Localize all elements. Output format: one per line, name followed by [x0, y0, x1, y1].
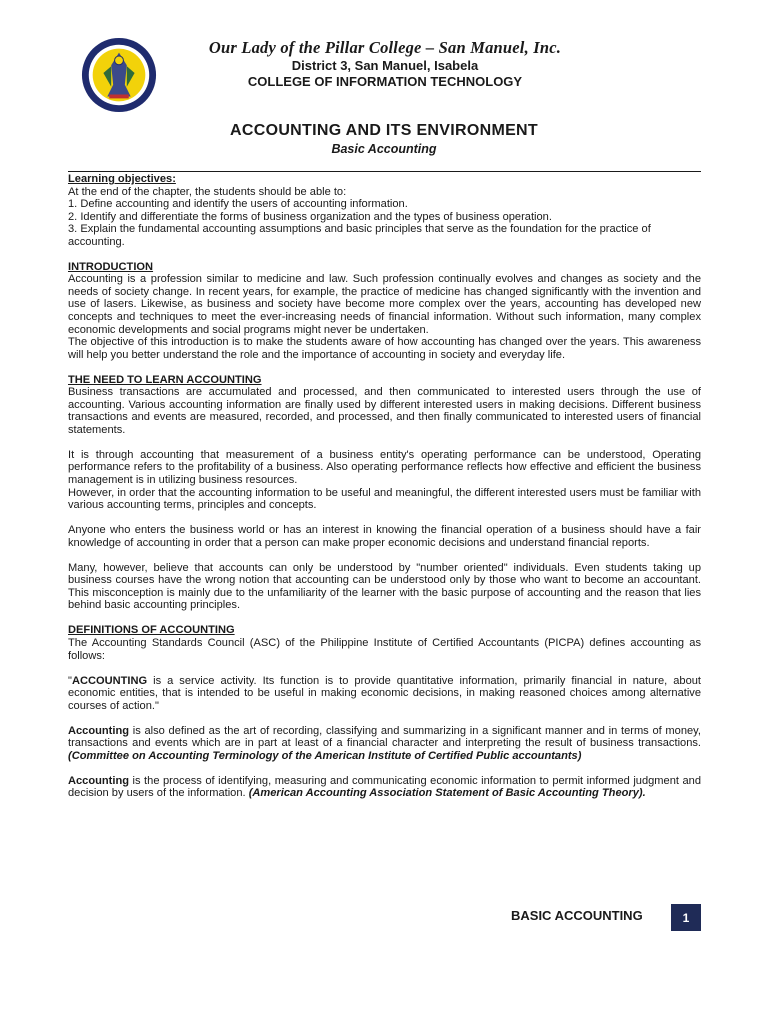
need-paragraph: It is through accounting that measurement of a business entity's operating performance can be understood, Operating performance refers to the profitability of a business. Also operating performance reflects how effective and efficient the business management is in utilizing business resources. [68, 448, 701, 486]
objective-item: 1. Define accounting and identify the users of accounting information. [68, 198, 408, 211]
definition-text: is also defined as the art of recording, classifying and summarizing in a significant manner and in terms of money, transactions and events which are in part at least of a financial character and interpreting the result of business transactions. [68, 724, 701, 750]
introduction-heading: INTRODUCTION [68, 260, 154, 273]
need-paragraph: Many, however, believe that accounts can only be understood by "number oriented" individuals. Even students taking up business courses have the wrong notion that accounting can be understood only by those who want to become an accountant. This misconception is mainly due to the unfamiliarity of the learner with the basic purpose of accounting and the reason that lies behind basic accounting principles. [68, 561, 701, 612]
definition-term: Accounting [68, 774, 130, 787]
objective-item: 3. Explain the fundamental accounting assumptions and basic principles that serve as the foundation for the practice of accounting. [68, 223, 651, 248]
objective-item: 2. Identify and differentiate the forms of business organization and the types of business operation. [68, 210, 552, 223]
page-header [0, 0, 768, 110]
definition-quote: " [68, 674, 72, 687]
college-seal-logo [80, 36, 158, 114]
need-paragraph: Anyone who enters the business world or has an interest in knowing the financial operation of a business should have a fair knowledge of accounting in order that a person can make proper economic decisions and understand financial reports. [68, 524, 701, 549]
school-district: District 3, San Manuel, Isabela [291, 58, 479, 73]
footer-label: BASIC ACCOUNTING [511, 908, 643, 923]
definition-term: ACCOUNTING [71, 674, 148, 687]
definition-asc [68, 675, 701, 713]
document-title: ACCOUNTING AND ITS ENVIRONMENT [230, 122, 538, 139]
need-heading: THE NEED TO LEARN ACCOUNTING [68, 373, 262, 386]
definition-source: (Committee on Accounting Terminology of the American Institute of Certified Public accountants) [68, 749, 582, 762]
definitions-intro: The Accounting Standards Council (ASC) of the Philippine Institute of Certified Accountants (PICPA) defines accounting as follows: [68, 636, 701, 662]
school-name: Our Lady of the Pillar College – San Manuel, Inc. [208, 38, 562, 57]
need-paragraph: However, in order that the accounting information to be useful and meaningful, the different interested users must be familiar with various accounting terms, principles and concepts. [68, 486, 701, 512]
definition-text: is the process of identifying, measuring and communicating economic information to permit informed judgment and decision by users of the information. [68, 774, 701, 800]
definition-source: (American Accounting Association Statement of Basic Accounting Theory). [248, 787, 646, 800]
definitions-heading: DEFINITIONS OF ACCOUNTING [68, 624, 235, 637]
document-body [68, 173, 701, 800]
college-name: COLLEGE OF INFORMATION TECHNOLOGY [247, 74, 523, 89]
definition-text: is a service activity. Its function is to provide quantitative information, primarily financial in nature, about economic entities, that is intended to be useful in making economic decisions, in making reasoned choices among alternative courses of action." [68, 674, 701, 712]
header-divider [68, 171, 701, 172]
definition-aicpa [68, 725, 701, 763]
introduction-paragraph: Accounting is a profession similar to medicine and law. Such profession continually evolves and changes as society and the needs of society change. In recent years, for example, the practice of medicine has changed significantly with the invention and use of lasers. Likewise, as business and society have become more complex over the years, accounting has developed new concepts and techniques to meet the ever-increasing needs of financial information. Without such information, many complex economic developments and social programs might never be undertaken. [68, 273, 701, 336]
document-subtitle: Basic Accounting [331, 142, 437, 156]
definition-term: Accounting [68, 724, 130, 737]
need-paragraph: Business transactions are accumulated and processed, and then communicated to interested users through the use of accounting. Various accounting information are finally used by different interested users in making decisions. Different business transactions and events are measured, recorded, and processed, and then finally communicated to interested users of financial statements. [68, 386, 701, 436]
page-number: 1 [671, 904, 701, 931]
definition-aaa [68, 775, 701, 800]
objectives-heading: Learning objectives: [68, 173, 176, 185]
introduction-paragraph: The objective of this introduction is to make the students aware of how accounting has changed over the years. This awareness will help you better understand the role and the importance of accounting in society and everyday life. [68, 336, 701, 361]
objectives-intro: At the end of the chapter, the students should be able to: [68, 185, 347, 198]
